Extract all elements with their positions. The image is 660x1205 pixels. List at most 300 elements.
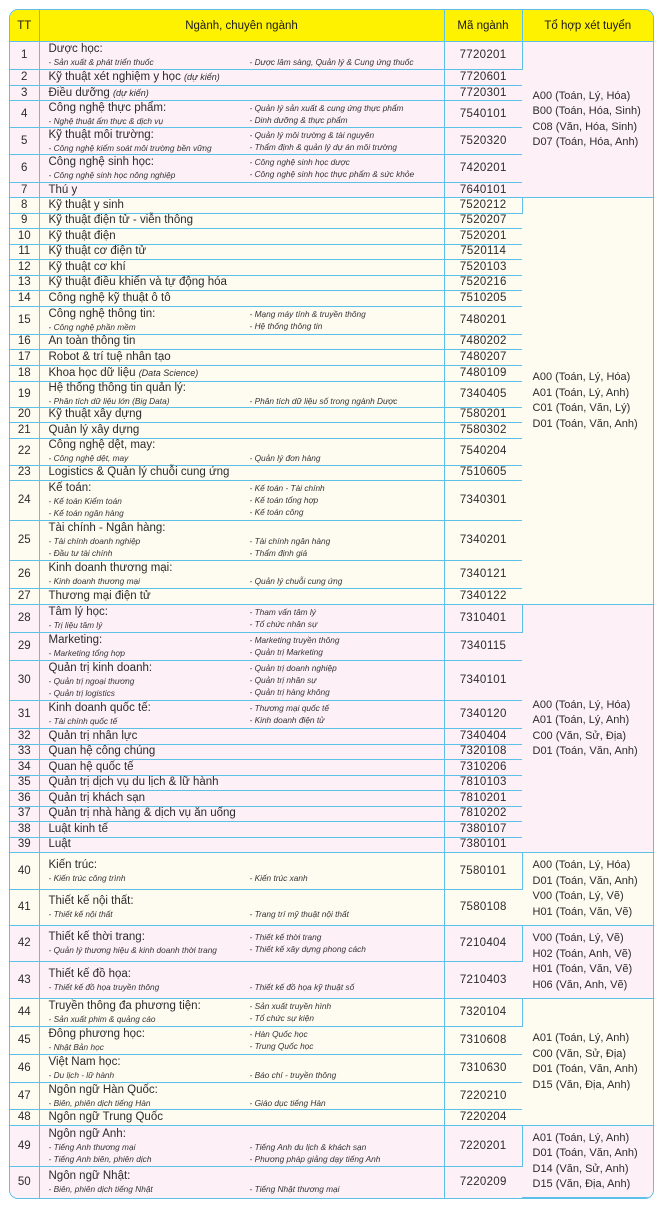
major-title: Kinh doanh quốc tế: — [48, 702, 151, 714]
combination-item: D01 (Toán, Văn, Anh) — [532, 1147, 638, 1159]
major-title: Thiết kế thời trang: — [48, 931, 145, 943]
table-row — [10, 198, 653, 214]
specializations — [49, 1069, 444, 1081]
table-row — [10, 1126, 653, 1167]
specializations — [49, 56, 444, 68]
major-code: 7520201 — [444, 229, 522, 245]
specialization-item: - Biên, phiên dịch tiếng Hàn — [48, 1097, 151, 1108]
major-title: Ngôn ngữ Trung Quốc — [48, 1111, 163, 1123]
major-code: 7310630 — [444, 1055, 522, 1083]
table-row — [10, 853, 653, 890]
specialization-item: - Quản lý đơn hàng — [249, 453, 321, 463]
major-code: 7220204 — [444, 1110, 522, 1126]
admissions-table — [10, 10, 653, 1198]
major-code: 7580302 — [444, 423, 522, 439]
major-code: 7340201 — [444, 521, 522, 561]
combination-item: C08 (Văn, Hóa, Sinh) — [532, 120, 638, 133]
row-number: 22 — [10, 438, 39, 465]
major-note: (dự kiến) — [184, 72, 220, 82]
major-code: 7580101 — [444, 853, 522, 890]
combination-item: H06 (Văn, Anh, Vẽ) — [532, 978, 628, 991]
major-cell — [39, 101, 444, 128]
major-cell — [39, 381, 444, 407]
major-title: Công nghệ thực phẩm: — [48, 101, 167, 114]
major-cell — [39, 465, 444, 481]
major-title: Quản trị kinh doanh: — [48, 662, 153, 674]
major-title: Việt Nam học: — [48, 1056, 121, 1068]
row-number: 42 — [10, 926, 39, 962]
row-number: 14 — [10, 291, 39, 307]
major-name — [49, 367, 444, 380]
specialization-item: - Thiết kế xây dựng phong cách — [249, 944, 366, 954]
major-cell — [39, 155, 444, 183]
specialization-item: - Kế toán công — [249, 507, 304, 517]
major-cell — [39, 183, 444, 198]
major-code: 7720201 — [444, 42, 522, 70]
major-title: Công nghệ kỹ thuật ô tô — [48, 291, 171, 304]
major-code: 7340121 — [444, 561, 522, 589]
specialization-item: - Thương mại quốc tế — [249, 703, 329, 713]
specialization-item: - Công nghệ sinh học dược — [249, 157, 350, 167]
major-cell — [39, 775, 444, 791]
major-cell — [39, 1110, 444, 1126]
specialization-item: - Kinh doanh thương mại — [48, 576, 140, 586]
major-title: Kỹ thuật xét nghiệm y học — [48, 71, 181, 83]
combination-item: D14 (Văn, Sử, Anh) — [532, 1162, 629, 1175]
major-code: 7810201 — [444, 791, 522, 807]
major-title: Logistics & Quản lý chuỗi cung ứng — [48, 466, 230, 479]
major-note: (dự kiến) — [112, 87, 149, 98]
major-title: Quản trị dịch vụ du lịch & lữ hành — [48, 776, 219, 789]
row-number: 19 — [10, 381, 39, 407]
major-name — [49, 968, 444, 981]
major-name — [49, 1128, 444, 1141]
combination-item: V00 (Toán, Lý, Vẽ) — [532, 890, 624, 902]
major-code: 7520114 — [444, 244, 522, 260]
specialization-item: - Thẩm định & quản lý dự án môi trường — [249, 141, 397, 152]
major-title: Ngôn ngữ Hàn Quốc: — [48, 1083, 158, 1096]
row-number: 1 — [10, 42, 39, 70]
major-code: 7340122 — [444, 589, 522, 605]
specialization-item: - Quản trị ngoại thương — [48, 676, 135, 686]
major-code: 7310401 — [444, 605, 522, 633]
major-title: An toàn thông tin — [48, 335, 136, 348]
major-code: 7340101 — [444, 661, 522, 701]
major-code: 7340405 — [444, 381, 522, 407]
row-number: 3 — [10, 86, 39, 101]
combination-item: D01 (Toán, Văn, Anh) — [532, 417, 638, 430]
specialization-item: - Mạng máy tính & truyền thông — [249, 308, 366, 319]
major-cell — [39, 605, 444, 633]
combination-item: A01 (Toán, Lý, Anh) — [532, 1032, 630, 1044]
combination-item: H01 (Toán, Văn, Vẽ) — [532, 963, 633, 975]
major-title: Kỹ thuật môi trường: — [48, 128, 154, 141]
specialization-item: - Quản lý sản xuất & cung ứng thực phẩm — [249, 102, 404, 113]
major-title: Thú y — [48, 183, 78, 196]
major-name — [49, 522, 444, 535]
combination-item: H02 (Toán, Anh, Vẽ) — [532, 947, 632, 960]
major-name — [49, 859, 444, 872]
major-cell — [39, 291, 444, 307]
row-number: 31 — [10, 701, 39, 729]
specialization-item: - Tiếng Anh du lịch & khách sạn — [249, 1141, 367, 1152]
major-code: 7210403 — [444, 962, 522, 999]
major-name — [49, 590, 444, 603]
major-code: 7520216 — [444, 275, 522, 291]
major-cell — [39, 890, 444, 926]
major-title: Công nghệ thông tin: — [48, 307, 156, 320]
specializations — [48, 483, 444, 519]
major-title: Truyền thông đa phương tiện: — [48, 1000, 201, 1012]
major-name — [49, 895, 444, 908]
row-number: 9 — [10, 213, 39, 229]
table-body — [10, 42, 653, 1198]
major-name — [49, 838, 444, 851]
row-number: 21 — [10, 423, 39, 439]
specialization-item: - Sản xuất & phát triển thuốc — [48, 57, 154, 67]
row-number: 10 — [10, 229, 39, 245]
row-number: 47 — [10, 1083, 39, 1110]
major-cell — [39, 198, 444, 214]
major-code: 7520103 — [444, 260, 522, 276]
specialization-item: - Quản trị logistics — [48, 688, 115, 698]
specializations — [49, 981, 444, 993]
row-number: 38 — [10, 822, 39, 838]
major-name — [49, 276, 444, 289]
major-title: Tâm lý học: — [48, 606, 108, 618]
major-code: 7380101 — [444, 837, 522, 853]
row-number: 13 — [10, 275, 39, 291]
major-name — [49, 335, 444, 348]
specialization-item: - Kế toán - Tài chính — [249, 483, 325, 493]
major-code: 7420201 — [444, 155, 522, 183]
major-cell — [39, 229, 444, 245]
major-name — [49, 1056, 444, 1069]
major-cell — [39, 42, 444, 70]
row-number: 23 — [10, 465, 39, 481]
major-name — [49, 261, 444, 274]
subject-combinations — [522, 853, 653, 926]
major-cell — [39, 661, 444, 701]
specializations — [49, 1141, 444, 1165]
major-cell — [39, 334, 444, 350]
row-number: 6 — [10, 155, 39, 183]
specialization-item: - Tài chính ngân hàng — [249, 536, 331, 546]
specializations — [49, 395, 444, 407]
major-title: Kỹ thuật cơ khí — [48, 260, 126, 273]
major-name — [49, 1111, 444, 1124]
major-code: 7340301 — [444, 481, 522, 521]
major-code: 7340120 — [444, 701, 522, 729]
major-code: 7310608 — [444, 1027, 522, 1055]
specialization-item: - Sản xuất phim & quảng cáo — [48, 1014, 156, 1024]
major-code: 7480109 — [444, 365, 522, 381]
row-number: 50 — [10, 1167, 39, 1198]
row-number: 40 — [10, 853, 39, 890]
specialization-item: - Quản lý môi trường & tài nguyên — [249, 129, 375, 140]
combination-item: A00 (Toán, Lý, Hóa) — [532, 371, 631, 383]
specializations — [49, 872, 444, 884]
specialization-item: - Kế toán ngân hàng — [48, 508, 124, 518]
major-title: Ngôn ngữ Anh: — [48, 1127, 126, 1140]
specialization-item: - Trị liệu tâm lý — [48, 620, 103, 630]
specialization-item: - Nghệ thuật ẩm thực & dịch vụ — [48, 115, 164, 126]
major-name — [49, 1170, 444, 1183]
specialization-item: - Tiếng Anh biên, phiên dịch — [48, 1153, 152, 1164]
row-number: 4 — [10, 101, 39, 128]
major-title: Quản trị nhà hàng & dịch vụ ăn uống — [48, 807, 236, 820]
major-cell — [39, 999, 444, 1027]
specialization-item: - Marketing truyền thông — [249, 635, 340, 645]
major-cell — [39, 521, 444, 561]
specializations — [48, 932, 444, 956]
row-number: 5 — [10, 128, 39, 155]
major-cell — [39, 275, 444, 291]
major-code: 7720301 — [444, 86, 522, 101]
specialization-item: - Dinh dưỡng & thực phẩm — [249, 114, 348, 125]
major-code: 7510605 — [444, 465, 522, 481]
header-code: Mã ngành — [444, 10, 522, 42]
header-tt: TT — [10, 10, 39, 42]
major-code: 7210404 — [444, 926, 522, 962]
combination-item: H01 (Toán, Văn, Vẽ) — [532, 905, 633, 918]
major-code: 7220201 — [444, 1126, 522, 1167]
specialization-item: - Tiếng Anh thương mại — [48, 1141, 136, 1152]
row-number: 48 — [10, 1110, 39, 1126]
major-title: Ngôn ngữ Nhật: — [48, 1169, 131, 1182]
major-name — [49, 184, 444, 197]
combination-item: A01 (Toán, Lý, Anh) — [532, 714, 630, 726]
specializations — [48, 157, 444, 181]
row-number: 44 — [10, 999, 39, 1027]
major-code: 7810103 — [444, 775, 522, 791]
major-title: Dược học: — [48, 43, 103, 55]
major-cell — [39, 128, 444, 155]
row-number: 17 — [10, 350, 39, 366]
major-name — [49, 71, 444, 84]
specialization-item: - Trung Quốc học — [249, 1041, 314, 1051]
major-name — [49, 562, 444, 575]
major-name — [49, 245, 444, 258]
major-name — [49, 1084, 444, 1097]
specialization-item: - Tổ chức nhân sự — [249, 619, 318, 629]
table-row — [10, 42, 653, 70]
specialization-item: - Thẩm định giá — [249, 548, 308, 558]
major-cell — [39, 438, 444, 465]
specialization-item: - Công nghệ dệt, may — [48, 453, 129, 463]
specialization-item: - Quản trị doanh nghiệp — [249, 663, 337, 673]
specialization-item: - Kinh doanh điện tử — [249, 715, 325, 725]
major-title: Quản trị khách sạn — [48, 791, 146, 804]
specialization-item: - Kiến trúc xanh — [249, 872, 308, 883]
subject-combinations — [522, 1126, 653, 1198]
combination-item: A00 (Toán, Lý, Hóa) — [532, 859, 631, 871]
row-number: 11 — [10, 244, 39, 260]
major-cell — [39, 423, 444, 439]
subject-combinations — [522, 999, 653, 1126]
major-cell — [39, 86, 444, 101]
major-code: 7580108 — [444, 890, 522, 926]
specialization-item: - Sản xuất truyền hình — [249, 1001, 332, 1011]
major-cell — [39, 729, 444, 745]
table-header-row — [10, 10, 653, 42]
major-name — [49, 382, 444, 395]
major-title: Luật — [48, 838, 71, 851]
combination-item: A00 (Toán, Lý, Hóa) — [532, 89, 631, 102]
specialization-item: - Kế toán Kiểm toán — [48, 496, 122, 506]
major-title: Quan hệ công chúng — [48, 745, 156, 758]
major-cell — [39, 407, 444, 423]
major-title: Robot & trí tuệ nhân tạo — [48, 350, 171, 363]
major-cell — [39, 1126, 444, 1167]
combination-item: A00 (Toán, Lý, Hóa) — [532, 698, 631, 711]
combination-item: A01 (Toán, Lý, Anh) — [532, 1131, 630, 1144]
header-combination: Tổ hợp xét tuyển — [522, 10, 653, 42]
row-number: 36 — [10, 791, 39, 807]
major-cell — [39, 260, 444, 276]
major-title: Điều dưỡng — [48, 86, 110, 99]
major-cell — [39, 350, 444, 366]
major-code: 7720601 — [444, 70, 522, 86]
specializations — [48, 635, 444, 659]
specialization-item: - Quản trị nhân sự — [249, 675, 317, 685]
row-number: 30 — [10, 661, 39, 701]
major-cell — [39, 1027, 444, 1055]
row-number: 27 — [10, 589, 39, 605]
row-number: 34 — [10, 760, 39, 776]
major-name — [49, 351, 444, 364]
major-cell — [39, 853, 444, 890]
major-title: Hệ thống thông tin quản lý: — [48, 381, 186, 394]
major-title: Kỹ thuật điện — [48, 229, 116, 242]
major-code: 7320104 — [444, 999, 522, 1027]
major-cell — [39, 561, 444, 589]
combination-item: D01 (Toán, Văn, Anh) — [532, 874, 638, 887]
specialization-item: - Tham vấn tâm lý — [249, 607, 316, 617]
combination-item: D15 (Văn, Địa, Anh) — [532, 1078, 631, 1091]
row-number: 29 — [10, 633, 39, 661]
major-title: Thiết kế đồ họa: — [48, 967, 131, 980]
major-cell — [39, 633, 444, 661]
major-code: 7380107 — [444, 822, 522, 838]
major-name — [49, 792, 444, 805]
major-name — [49, 730, 444, 743]
specialization-item: - Đầu tư tài chính — [48, 548, 113, 558]
major-name — [49, 214, 444, 227]
specializations — [49, 575, 444, 587]
specialization-item: - Nhật Bản học — [48, 1042, 104, 1052]
major-code: 7480207 — [444, 350, 522, 366]
specialization-item: - Quản lý chuỗi cung ứng — [249, 576, 343, 586]
major-title: Marketing: — [48, 634, 103, 646]
combination-item: D01 (Toán, Văn, Anh) — [532, 745, 638, 757]
major-cell — [39, 1167, 444, 1198]
specialization-item: - Trang trí mỹ thuật nội thất — [249, 909, 349, 919]
row-number: 45 — [10, 1027, 39, 1055]
major-code: 7340404 — [444, 729, 522, 745]
row-number: 33 — [10, 744, 39, 760]
major-name — [49, 230, 444, 243]
specializations — [49, 1183, 444, 1195]
specialization-item: - Công nghệ kiểm soát môi trường bền vững — [48, 142, 212, 153]
specialization-item: - Tài chính doanh nghiệp — [48, 536, 141, 546]
row-number: 15 — [10, 306, 39, 334]
specialization-item: - Công nghệ sinh học thực phẩm & sức khỏe — [249, 169, 415, 179]
major-code: 7810202 — [444, 806, 522, 822]
row-number: 35 — [10, 775, 39, 791]
major-code: 7520320 — [444, 128, 522, 155]
major-cell — [39, 806, 444, 822]
major-cell — [39, 744, 444, 760]
major-title: Kỹ thuật cơ điện tử — [48, 245, 147, 258]
specialization-item: - Du lịch - lữ hành — [48, 1070, 115, 1080]
major-code: 7540101 — [444, 101, 522, 128]
specialization-item: - Kiến trúc công trình — [48, 872, 126, 883]
major-name — [49, 424, 444, 437]
specialization-item: - Quản trị Marketing — [249, 647, 323, 657]
major-cell — [39, 760, 444, 776]
major-name — [49, 745, 444, 758]
major-title: Kỹ thuật điện tử - viễn thông — [48, 214, 194, 227]
specialization-item: - Thiết kế đồ họa truyền thông — [48, 981, 160, 992]
specializations — [49, 908, 444, 920]
major-code: 7510205 — [444, 291, 522, 307]
combination-item: D07 (Toán, Hóa, Anh) — [532, 136, 639, 148]
major-title: Đông phương học: — [48, 1028, 145, 1040]
specialization-item: - Thiết kế nội thất — [48, 909, 113, 919]
specialization-item: - Dược lâm sàng, Quản lý & Cung ứng thuốc — [249, 57, 414, 67]
specialization-item: - Phân tích dữ liệu lớn (Big Data) — [48, 395, 170, 406]
major-cell — [39, 701, 444, 729]
specialization-item: - Thiết kế đồ họa kỹ thuật số — [249, 981, 355, 992]
specialization-item: - Hàn Quốc học — [249, 1029, 308, 1039]
major-code: 7340115 — [444, 633, 522, 661]
row-number: 37 — [10, 806, 39, 822]
major-title: Luật kinh tế — [48, 822, 108, 835]
specializations — [49, 452, 444, 464]
row-number: 18 — [10, 365, 39, 381]
major-name — [49, 199, 444, 212]
subject-combinations — [522, 42, 653, 198]
major-cell — [39, 306, 444, 334]
row-number: 7 — [10, 183, 39, 198]
major-name — [49, 439, 444, 452]
specialization-item: - Phân tích dữ liệu số trong ngành Dược — [249, 395, 398, 406]
major-title: Thương mại điện tử — [48, 590, 151, 602]
major-cell — [39, 1055, 444, 1083]
specializations — [49, 535, 444, 559]
major-note: (Data Science) — [138, 367, 199, 378]
major-code: 7220210 — [444, 1083, 522, 1110]
specialization-item: - Công nghệ phần mềm — [48, 321, 136, 332]
major-title: Kiến trúc: — [48, 858, 98, 871]
row-number: 43 — [10, 962, 39, 999]
row-number: 32 — [10, 729, 39, 745]
row-number: 20 — [10, 407, 39, 423]
major-name — [49, 776, 444, 789]
specialization-item: - Quản trị hàng không — [249, 687, 330, 697]
major-title: Kỹ thuật xây dựng — [48, 408, 142, 421]
major-name — [49, 292, 444, 305]
major-cell — [39, 962, 444, 999]
major-code: 7640101 — [444, 183, 522, 198]
major-code: 7480201 — [444, 306, 522, 334]
major-code: 7320108 — [444, 744, 522, 760]
major-code: 7520207 — [444, 213, 522, 229]
row-number: 49 — [10, 1126, 39, 1167]
row-number: 46 — [10, 1055, 39, 1083]
table-row — [10, 926, 653, 962]
